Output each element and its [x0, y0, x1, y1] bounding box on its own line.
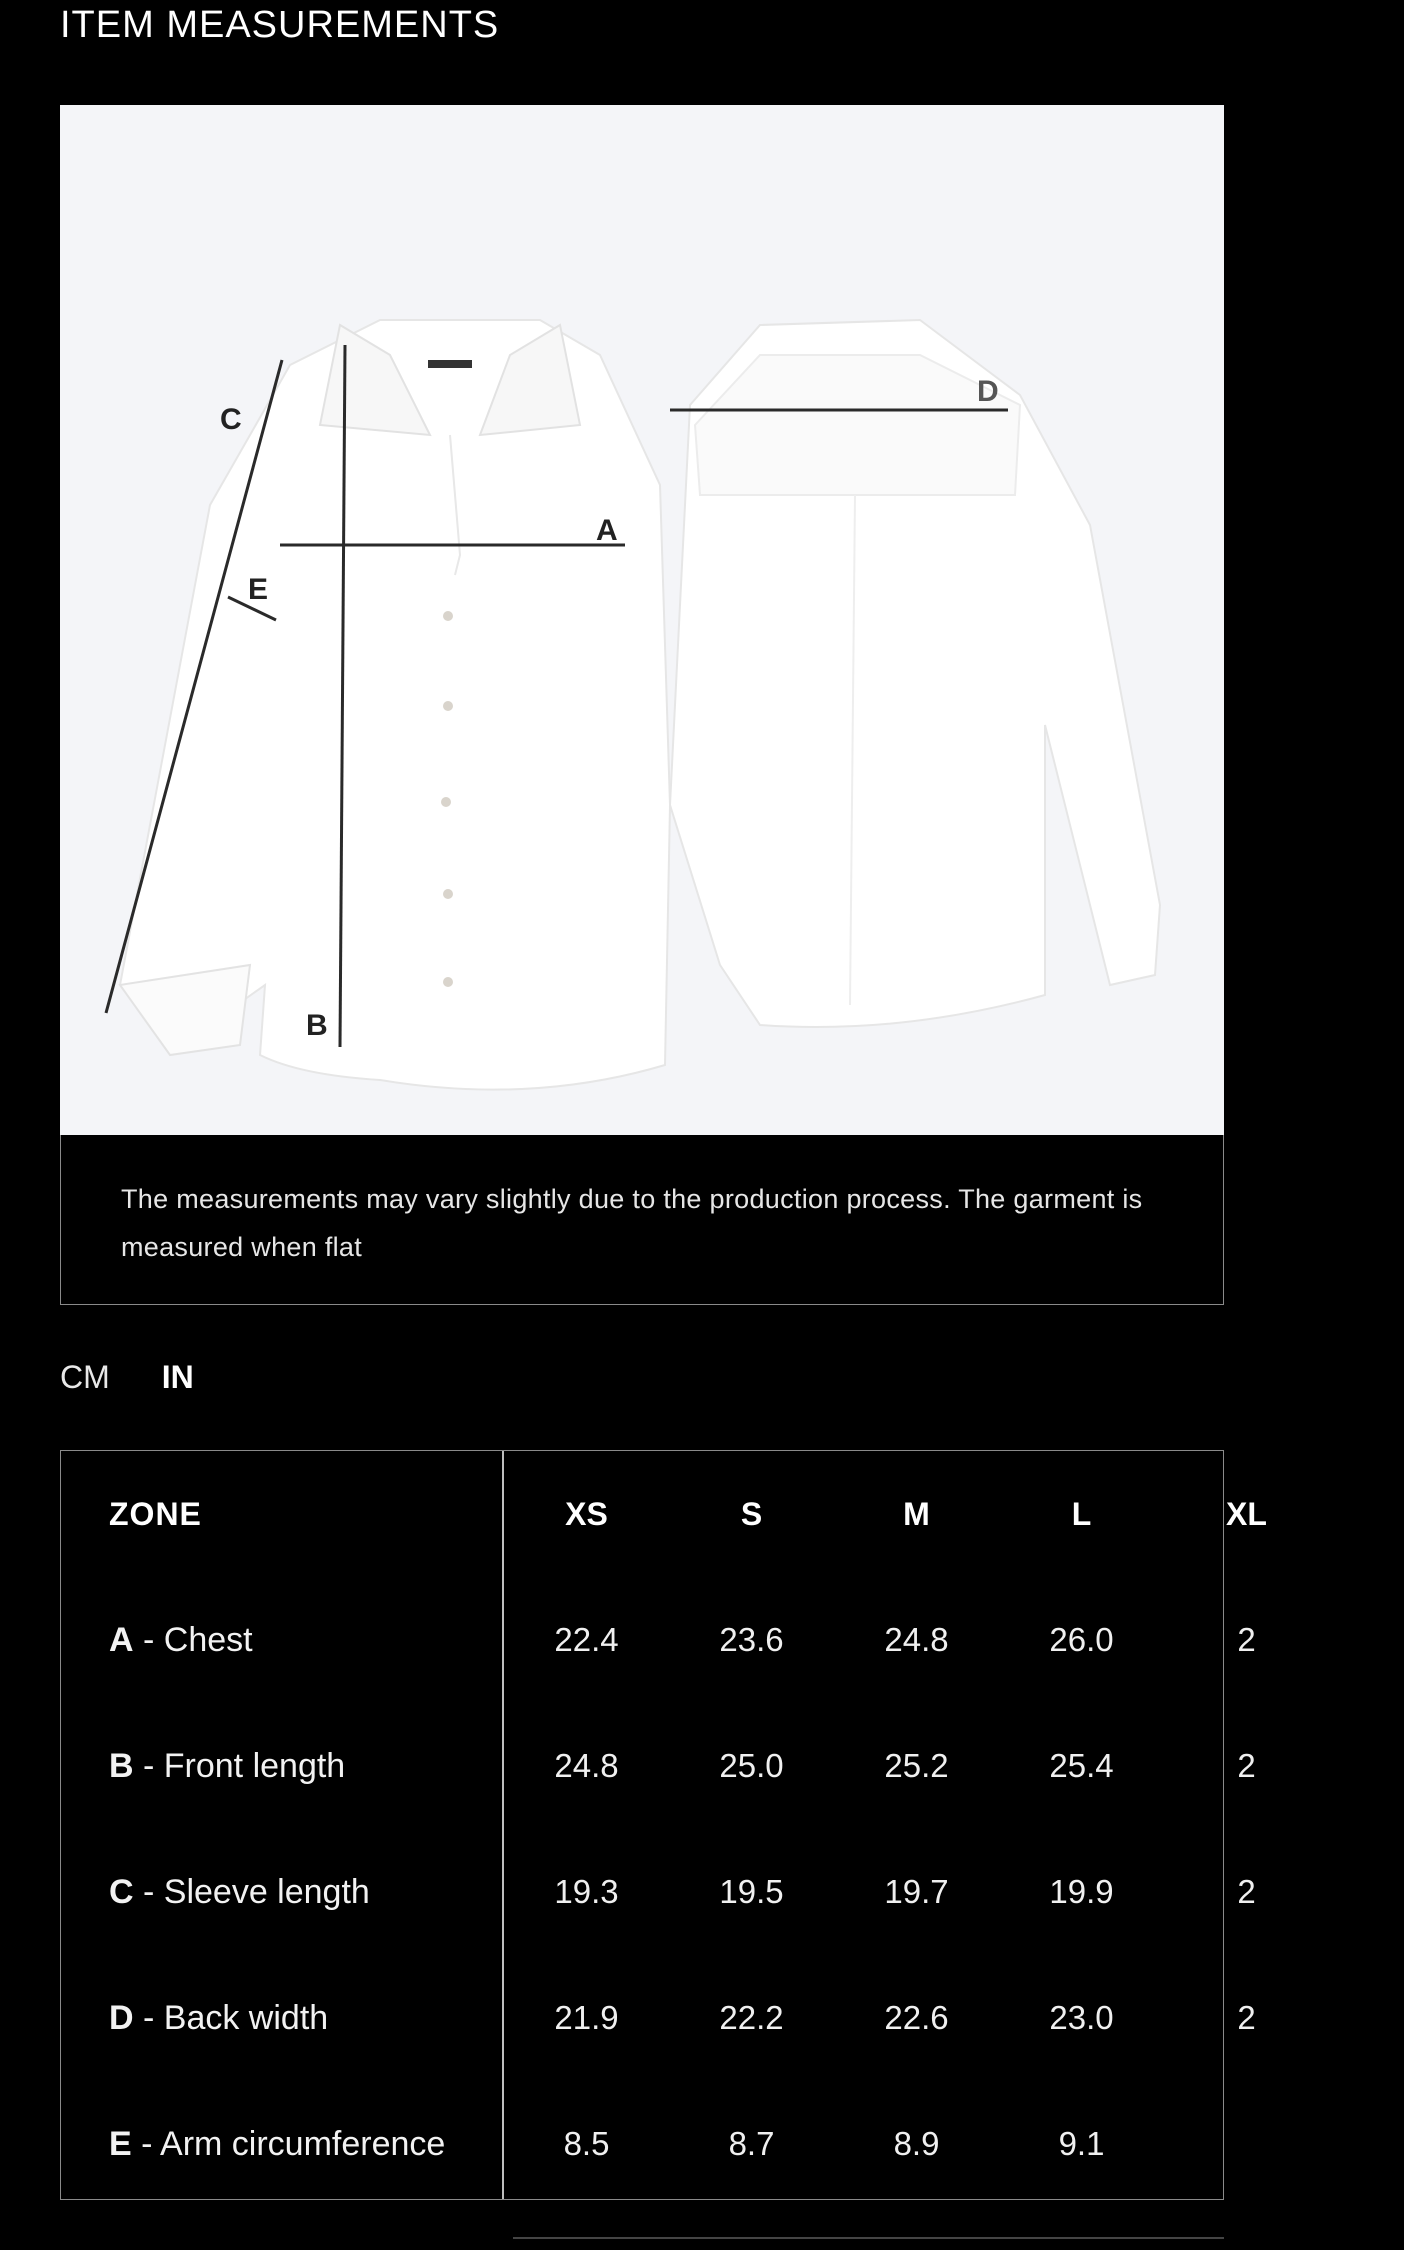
- zone-name: - Chest: [133, 1620, 253, 1659]
- size-header: S: [740, 1495, 763, 1532]
- table-cell: 25.4: [1049, 1747, 1114, 1784]
- table-row: [504, 1703, 1404, 1829]
- measurements-table: [60, 1450, 1267, 2200]
- measurement-note-box: [60, 1135, 1224, 1305]
- zone-letter: A: [109, 1620, 134, 1659]
- zone-name: - Front length: [133, 1746, 346, 1785]
- page-title: ITEM MEASUREMENTS: [60, 4, 500, 46]
- table-cell: 8.7: [728, 2125, 775, 2162]
- zone-header-row: [109, 1451, 202, 1577]
- size-header: XL: [1226, 1495, 1267, 1532]
- zone-label: [109, 2125, 445, 2164]
- size-header-row: [504, 1451, 1404, 1577]
- label-d: D: [977, 375, 999, 408]
- size-header: M: [903, 1495, 930, 1532]
- label-e: E: [248, 573, 269, 606]
- table-cell: 22.2: [719, 1999, 784, 2036]
- zone-letter: C: [109, 1872, 134, 1911]
- zone-row: [109, 1955, 328, 2081]
- table-cell: 2: [1237, 1999, 1256, 2036]
- unit-in-option[interactable]: IN: [161, 1359, 194, 1395]
- zone-row: [109, 1829, 370, 1955]
- table-cell: 19.5: [719, 1873, 784, 1910]
- zone-column: [61, 1451, 504, 2199]
- label-b: B: [306, 1009, 328, 1042]
- zone-label: [109, 1873, 370, 1912]
- zone-letter: D: [109, 1998, 134, 2037]
- unit-toggle: [60, 1355, 194, 1399]
- table-cell: 23.0: [1049, 1999, 1114, 2036]
- table-cell: 23.6: [719, 1621, 784, 1658]
- table-cell: 2: [1237, 1621, 1256, 1658]
- table-cell: 25.0: [719, 1747, 784, 1784]
- table-cell: 19.9: [1049, 1873, 1114, 1910]
- table-cell: 19.7: [884, 1873, 949, 1910]
- zone-name: - Back width: [133, 1998, 329, 2037]
- table-cell: 19.3: [554, 1873, 619, 1910]
- shirt-diagram: [60, 105, 1224, 1135]
- zone-letter: E: [109, 2124, 132, 2163]
- table-cell: 22.6: [884, 1999, 949, 2036]
- table-row: [504, 2081, 1404, 2207]
- zone-letter: B: [109, 1746, 134, 1785]
- table-row: [504, 1577, 1404, 1703]
- table-row: [504, 1955, 1404, 2081]
- zone-row: [109, 1703, 345, 1829]
- table-row: [504, 1829, 1404, 1955]
- label-c: C: [220, 403, 242, 436]
- zone-header: ZONE: [109, 1495, 202, 1532]
- size-header: XS: [565, 1495, 608, 1532]
- zone-label: [109, 1621, 253, 1660]
- measurement-note: The measurements may vary slightly due to the production process. The garment is measured when flat: [121, 1184, 1143, 1262]
- zone-row: [109, 1577, 253, 1703]
- size-columns-scroll[interactable]: [504, 1451, 1267, 2199]
- table-cell: 21.9: [554, 1999, 619, 2036]
- table-cell: 26.0: [1049, 1621, 1114, 1658]
- zone-label: [109, 1747, 345, 1786]
- zone-label: [109, 1999, 328, 2038]
- table-cell: 8.9: [893, 2125, 940, 2162]
- zone-row: [109, 2081, 445, 2207]
- table-cell: 25.2: [884, 1747, 949, 1784]
- divider: [513, 2237, 1224, 2239]
- table-cell: 2: [1237, 1873, 1256, 1910]
- table-cell: 8.5: [563, 2125, 610, 2162]
- size-header: L: [1071, 1495, 1092, 1532]
- table-cell: 9.1: [1058, 2125, 1105, 2162]
- table-cell: 2: [1237, 1747, 1256, 1784]
- zone-name: - Arm circumference: [131, 2124, 446, 2163]
- table-cell: 24.8: [554, 1747, 619, 1784]
- back-shirt-illustration: [670, 320, 1160, 1027]
- label-a: A: [596, 514, 618, 547]
- unit-cm-option[interactable]: CM: [60, 1359, 110, 1395]
- garment-measurement-image: [60, 105, 1224, 1135]
- front-shirt-illustration: [120, 320, 670, 1090]
- table-cell: 24.8: [884, 1621, 949, 1658]
- table-cell: 22.4: [554, 1621, 619, 1658]
- zone-name: - Sleeve length: [133, 1872, 370, 1911]
